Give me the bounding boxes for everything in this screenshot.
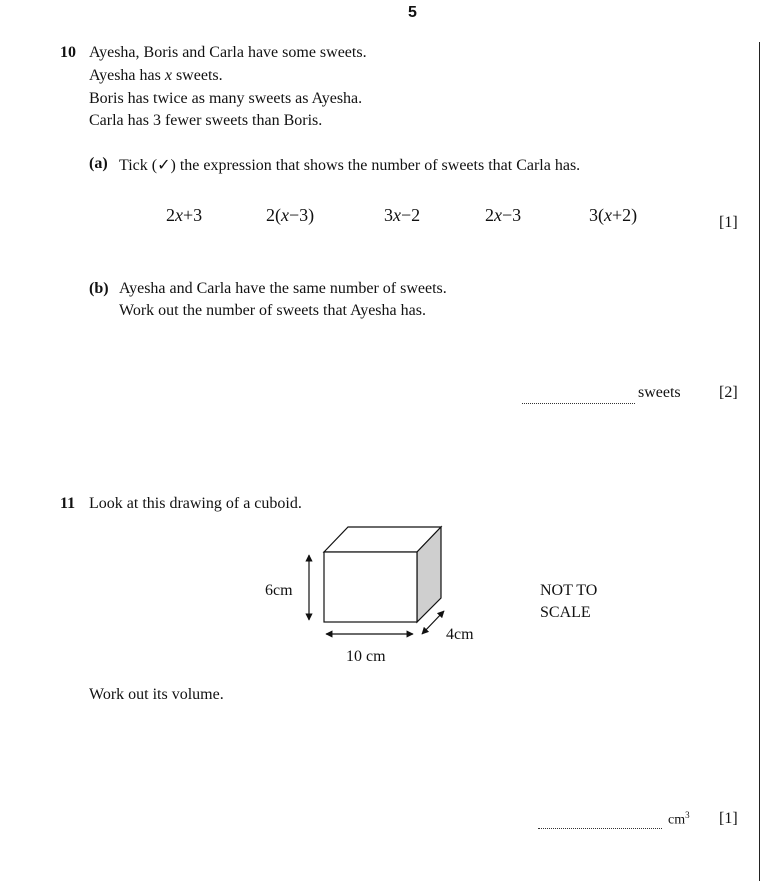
cuboid-front-face: [324, 552, 417, 622]
q11-answer-unit: [668, 810, 690, 829]
q11-number: 11: [60, 495, 76, 512]
q10b-label: (b): [89, 280, 109, 297]
cuboid-height-label: 6cm: [265, 582, 293, 599]
q10a-option-2[interactable]: 2(x−3): [266, 205, 315, 225]
q10b-line-2: Work out the number of sweets that Ayesha has.: [119, 302, 426, 319]
q10-line-1: Ayesha, Boris and Carla have some sweets.: [89, 44, 367, 61]
q11-unit-base: cm: [668, 812, 686, 828]
cuboid-width-label: 10 cm: [346, 648, 386, 665]
q10b-marks: [2]: [719, 384, 738, 401]
q10a-option-3[interactable]: 3x−2: [384, 205, 421, 225]
q10a-marks: [1]: [719, 214, 738, 231]
q10a-label: (a): [89, 155, 108, 172]
q11-unit-power: 3: [685, 810, 690, 820]
not-to-scale-line-1: NOT TO: [540, 582, 598, 599]
q10-number: 10: [60, 44, 76, 61]
q11-text: Look at this drawing of a cuboid.: [89, 495, 302, 512]
not-to-scale-line-2: SCALE: [540, 604, 591, 621]
q11-marks: [1]: [719, 810, 738, 827]
q10b-answer-unit: sweets: [638, 384, 681, 401]
q11-instruction: Work out its volume.: [89, 686, 224, 703]
cuboid-depth-label: 4cm: [446, 626, 474, 643]
q10-line-3: Boris has twice as many sweets as Ayesha.: [89, 90, 363, 107]
page-number: 5: [408, 4, 417, 21]
q10a-option-1[interactable]: 2x+3: [166, 205, 203, 225]
q10-line-4: Carla has 3 fewer sweets than Boris.: [89, 112, 323, 129]
q11-answer-line[interactable]: [538, 828, 662, 829]
q10b-line-1: Ayesha and Carla have the same number of sweets.: [119, 280, 447, 297]
q10a-option-4[interactable]: 2x−3: [485, 205, 522, 225]
q10-line-2: Ayesha has x sweets.: [89, 67, 223, 84]
q10a-option-5[interactable]: 3(x+2): [589, 205, 638, 225]
q10a-text: Tick (✓) the expression that shows the number of sweets that Carla has.: [119, 157, 581, 174]
